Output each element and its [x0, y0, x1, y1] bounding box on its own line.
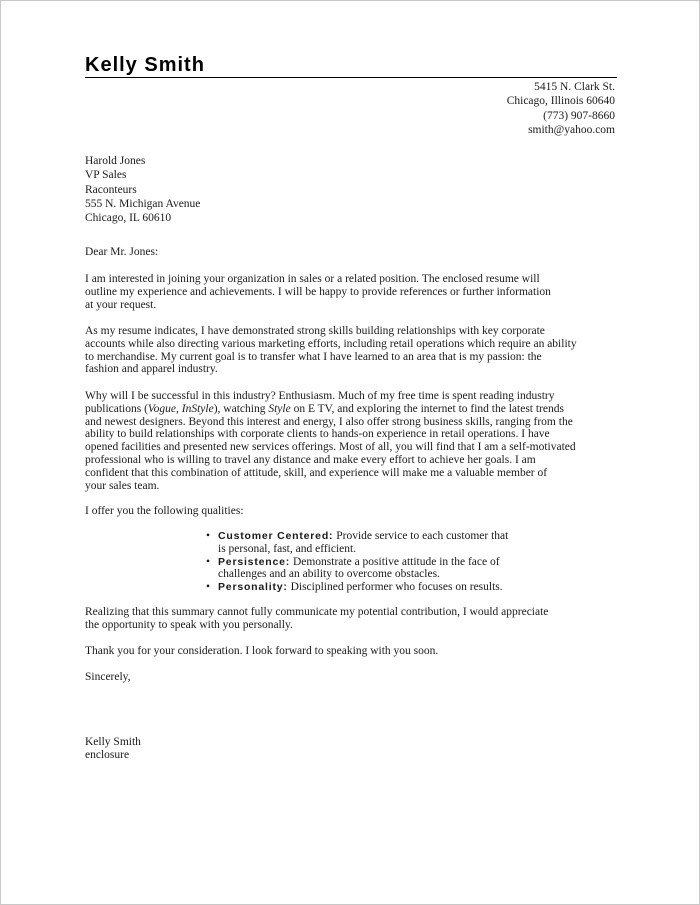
- sender-address-block: [507, 80, 615, 137]
- signature-block: [85, 736, 625, 762]
- quality-term: Personality:: [218, 581, 288, 594]
- paragraph-summary: [85, 606, 625, 632]
- paragraph-intro: [85, 273, 625, 311]
- sender-email: smith@yahoo.com: [528, 123, 615, 136]
- paragraph-line: Realizing that this summary cannot fully communicate my potential contribution, I would appreciate: [85, 606, 549, 618]
- text-run: on E TV, and exploring the internet to find the latest trends: [290, 402, 564, 415]
- sender-name-heading: Kelly Smith: [85, 54, 205, 76]
- quality-desc: Provide service to each customer that: [333, 530, 509, 542]
- quality-term: Customer Centered:: [218, 530, 334, 542]
- paragraph-line: outline my experience and achievements. I will be happy to provide references or further information: [85, 285, 551, 298]
- paragraph-line: As my resume indicates, I have demonstrated strong skills building relationships with key corporate: [85, 325, 545, 337]
- closing: Sincerely,: [85, 671, 131, 683]
- quality-desc: Disciplined performer who focuses on results.: [287, 581, 503, 594]
- paragraph-line: opened facilities and presented new services offerings. Most of all, you will find that I am a self-motivated: [85, 441, 576, 454]
- salutation: Dear Mr. Jones:: [85, 246, 159, 258]
- recipient-name: Harold Jones: [85, 155, 146, 167]
- sender-phone: (773) 907-8660: [543, 109, 615, 122]
- paragraph-line: confident that this combination of attitude, skill, and experience will make me a valuable member of: [85, 466, 548, 479]
- paragraph-line: your sales team.: [85, 479, 160, 492]
- paragraph-line: to merchandise. My current goal is to transfer what I have learned to an area that is my passion: the: [85, 350, 542, 363]
- signature-name: Kelly Smith: [85, 736, 141, 748]
- paragraph-line: professional who is willing to travel any distance and make every effort to achieve her goals. I am: [85, 453, 536, 466]
- paragraph-line: ability to build relationships with corporate clients to hands-on experience in retail operations. I have: [85, 428, 550, 441]
- text-run: ,: [176, 402, 182, 415]
- qualities-list: [206, 530, 508, 594]
- bullet-icon: •: [206, 581, 211, 594]
- quality-item: [206, 581, 508, 594]
- sender-street: 5415 N. Clark St.: [534, 81, 615, 93]
- recipient-street: 555 N. Michigan Avenue: [85, 197, 201, 210]
- recipient-title: VP Sales: [85, 169, 127, 182]
- magazine-vogue: Vogue: [147, 402, 177, 415]
- recipient-address-block: [85, 154, 200, 225]
- paragraph-line: accounts while also directing various marketing efforts, including retail operations which require an ability: [85, 337, 577, 350]
- enclosure-note: enclosure: [85, 748, 130, 761]
- recipient-company: Raconteurs: [85, 183, 137, 196]
- quality-desc-cont: challenges and an ability to overcome obstacles.: [218, 568, 440, 581]
- show-style: Style: [268, 402, 291, 415]
- paragraph-line: at your request.: [85, 298, 157, 311]
- paragraph-line: fashion and apparel industry.: [85, 363, 218, 376]
- recipient-city: Chicago, IL 60610: [85, 212, 172, 225]
- quality-item: [206, 530, 508, 556]
- magazine-instyle: InStyle: [181, 402, 214, 415]
- quality-term: Persistence:: [218, 555, 291, 568]
- bullet-icon: •: [206, 530, 211, 542]
- quality-desc-cont: is personal, fast, and efficient.: [218, 542, 357, 555]
- text-run: ), watching: [213, 402, 269, 415]
- paragraph-line: [85, 403, 625, 416]
- paragraph-line: I am interested in joining your organization in sales or a related position. The enclosed resume will: [85, 273, 540, 285]
- qualities-intro: I offer you the following qualities:: [85, 505, 244, 517]
- paragraph-thanks: Thank you for your consideration. I look forward to speaking with you soon.: [85, 645, 439, 657]
- heading-rule: [85, 77, 617, 78]
- sender-city: Chicago, Illinois 60640: [506, 95, 615, 108]
- paragraph-line: the opportunity to speak with you personally.: [85, 618, 293, 631]
- paragraph-line: and newest designers. Beyond this interest and energy, I also offer strong business skills, ranging from the: [85, 415, 573, 428]
- paragraph-line: Why will I be successful in this industry? Enthusiasm. Much of my free time is spent reading industry: [85, 390, 555, 402]
- text-run: publications (: [85, 402, 148, 415]
- quality-desc: Demonstrate a positive attitude in the face of: [290, 555, 500, 568]
- paragraph-experience: [85, 325, 625, 376]
- quality-item: [206, 556, 508, 582]
- paragraph-enthusiasm: [85, 390, 625, 492]
- bullet-icon: •: [206, 555, 211, 568]
